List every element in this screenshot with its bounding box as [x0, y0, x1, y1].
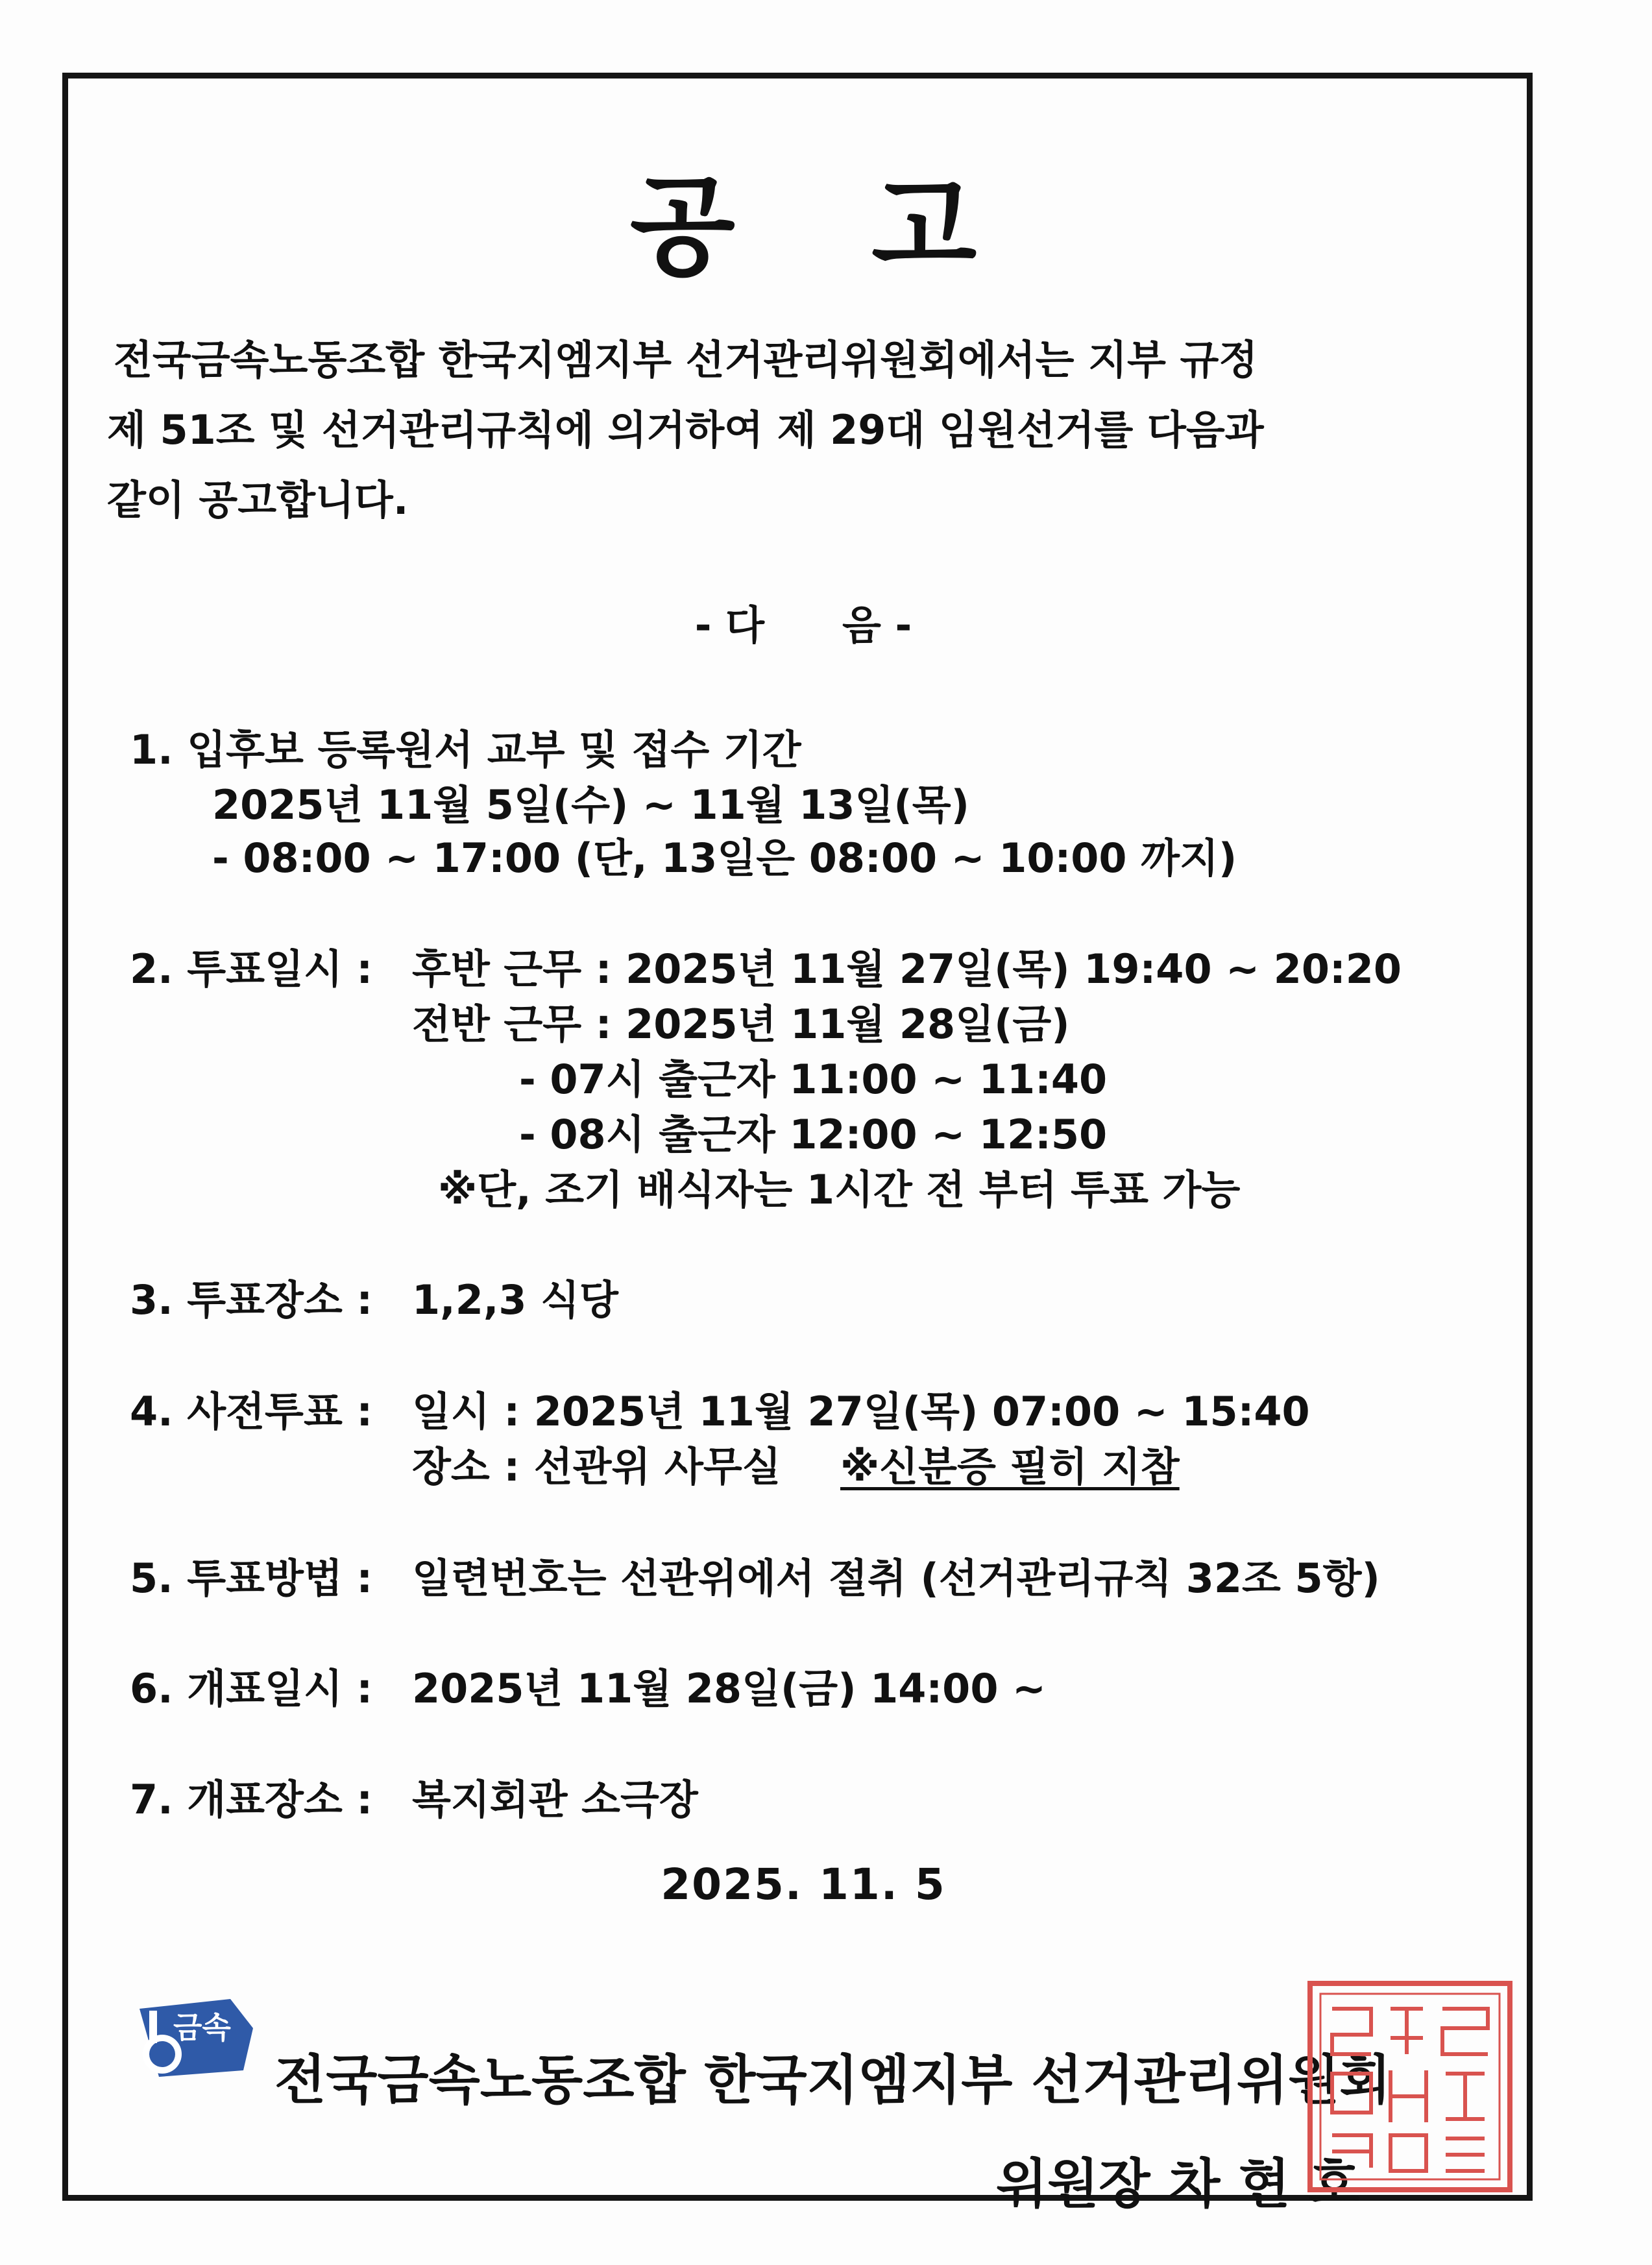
subtitle: - 다 음 -: [694, 601, 912, 649]
item-2-line-2: 전반 근무 : 2025년 11월 28일(금): [412, 1000, 1070, 1048]
notice-title: 공 고: [629, 164, 977, 291]
item-4-label: 4. 사전투표 :: [130, 1388, 373, 1435]
item-1-dates: 2025년 11월 5일(수) ~ 11월 13일(목): [212, 781, 969, 829]
item-2-line-4: - 08시 출근자 12:00 ~ 12:50: [519, 1111, 1108, 1158]
item-3-value: 1,2,3 식당: [412, 1276, 618, 1324]
item-6-label: 6. 개표일시 :: [130, 1665, 373, 1712]
item-6-value: 2025년 11월 28일(금) 14:00 ~: [412, 1665, 1046, 1712]
chairperson-signature: 위원장 차 현 호: [996, 2153, 1360, 2215]
logo-text: 금속: [173, 2010, 231, 2045]
item-2-label: 2. 투표일시 :: [130, 945, 373, 993]
official-seal-icon: [1306, 1980, 1514, 2196]
item-3-label: 3. 투표장소 :: [130, 1276, 373, 1324]
intro-line-1: 전국금속노동조합 한국지엠지부 선거관리위원회에서는 지부 규정: [114, 336, 1258, 383]
item-4-id-note: ※신분증 필히 지참: [840, 1443, 1180, 1490]
intro-line-2: 제 51조 및 선거관리규칙에 의거하여 제 29대 임원선거를 다음과: [107, 406, 1264, 454]
item-7-value: 복지회관 소극장: [412, 1776, 698, 1823]
item-7-label: 7. 개표장소 :: [130, 1776, 373, 1823]
notice-frame: [62, 73, 1533, 2215]
item-4-line-2: 장소 : 선관위 사무실: [412, 1443, 781, 1490]
item-2-line-1: 후반 근무 : 2025년 11월 27일(목) 19:40 ~ 20:20: [412, 945, 1402, 993]
item-2-note: ※단, 조기 배식자는 1시간 전 부터 투표 가능: [438, 1166, 1241, 1213]
item-2-line-3: - 07시 출근자 11:00 ~ 11:40: [519, 1056, 1108, 1103]
item-4-line-1: 일시 : 2025년 11월 27일(목) 07:00 ~ 15:40: [412, 1388, 1310, 1435]
item-1-title: 1. 입후보 등록원서 교부 및 접수 기간: [130, 726, 801, 773]
organization-name: 전국금속노동조합 한국지엠지부 선거관리위원회: [274, 2050, 1391, 2111]
item-5-label: 5. 투표방법 :: [130, 1555, 373, 1602]
item-5-value: 일련번호는 선관위에서 절취 (선거관리규칙 32조 5항): [412, 1555, 1380, 1602]
item-1-times: - 08:00 ~ 17:00 (단, 13일은 08:00 ~ 10:00 까지): [212, 834, 1237, 882]
intro-line-3: 같이 공고합니다.: [107, 476, 409, 524]
notice-date: 2025. 11. 5: [661, 1859, 946, 1909]
union-logo-icon: [133, 1992, 263, 2086]
